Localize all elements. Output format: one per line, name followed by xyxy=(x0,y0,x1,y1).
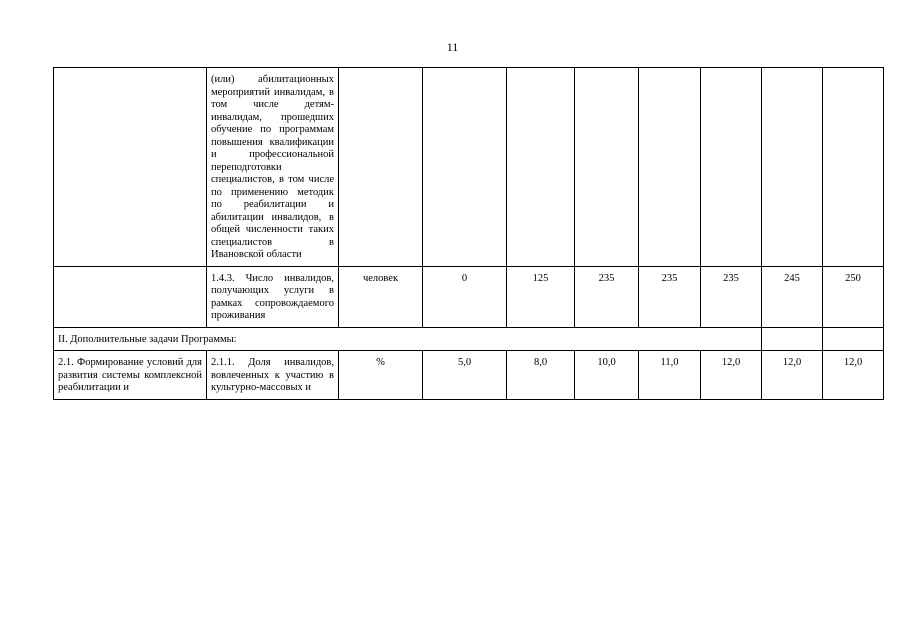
value-cell: 235 xyxy=(639,266,701,327)
value-cell: 235 xyxy=(575,266,639,327)
value-cell: 12,0 xyxy=(823,351,884,400)
unit-cell: % xyxy=(339,351,423,400)
value-cell xyxy=(639,68,701,267)
task-cell xyxy=(54,68,207,267)
value-cell: 12,0 xyxy=(762,351,823,400)
value-cell xyxy=(701,68,762,267)
value-cell xyxy=(507,68,575,267)
value-cell: 0 xyxy=(423,266,507,327)
value-cell: 10,0 xyxy=(575,351,639,400)
table-row xyxy=(54,351,884,400)
value-cell xyxy=(823,327,884,351)
value-cell: 125 xyxy=(507,266,575,327)
table-row xyxy=(54,266,884,327)
task-cell: 2.1. Формирование условий для развития системы комплексной реабилитации и xyxy=(54,351,207,400)
table-row xyxy=(54,68,884,267)
indicator-cell: 2.1.1. Доля инвалидов, вовлеченных к участию в культурно-массовых и xyxy=(207,351,339,400)
value-cell xyxy=(762,327,823,351)
task-cell xyxy=(54,266,207,327)
value-cell: 235 xyxy=(701,266,762,327)
page-number: 11 xyxy=(446,40,459,54)
unit-cell: человек xyxy=(339,266,423,327)
value-cell xyxy=(823,68,884,267)
program-indicators-table xyxy=(53,67,884,400)
value-cell: 5,0 xyxy=(423,351,507,400)
section-title-cell xyxy=(54,327,762,351)
value-cell: 245 xyxy=(762,266,823,327)
value-cell: 11,0 xyxy=(639,351,701,400)
value-cell xyxy=(423,68,507,267)
unit-cell xyxy=(339,68,423,267)
value-cell: 250 xyxy=(823,266,884,327)
indicator-cell: (или) абилитационных мероприятий инвалидам, в том числе детям-инвалидам, прошедших обучение по программам повышения квалификации и профессиональной переподготовки специалистов, в том числе по применению методик по реабилитации и абилитации инвалидов, в общей численности таких специалистов в Ивановской области xyxy=(207,68,339,267)
value-cell xyxy=(575,68,639,267)
value-cell: 8,0 xyxy=(507,351,575,400)
section-title: II. Дополнительные задачи Программы: xyxy=(58,333,237,345)
value-cell: 12,0 xyxy=(701,351,762,400)
value-cell xyxy=(762,68,823,267)
indicator-cell: 1.4.3. Число инвалидов, получающих услуги в рамках сопровождаемого проживания xyxy=(207,266,339,327)
section-row xyxy=(54,327,884,351)
